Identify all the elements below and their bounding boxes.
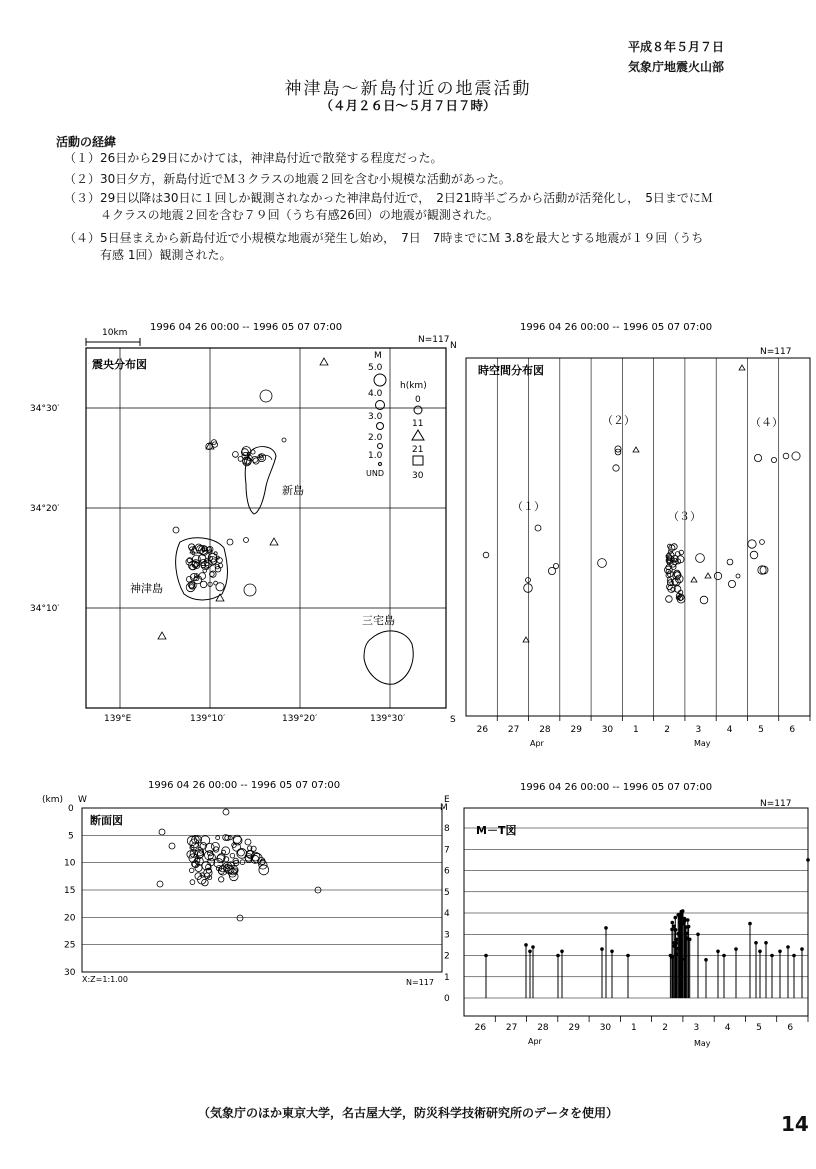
mt-event-head: [674, 928, 678, 932]
cs-event-circle: [222, 847, 230, 855]
mt-day-label: 6: [787, 1023, 794, 1033]
summary-item: [64, 230, 794, 264]
mt-event-head: [758, 950, 762, 954]
st-event-circle: [613, 465, 619, 471]
spacetime-plot: [444, 318, 816, 758]
cs-count: N=117: [406, 978, 434, 987]
mt-magnitude-grid: [444, 824, 808, 1004]
mt-magnitude-label: 8: [444, 824, 450, 834]
st-day-label: 4: [726, 725, 733, 735]
st-event-circle: [526, 578, 531, 583]
cs-event-circle: [189, 868, 194, 873]
mt-event-head: [670, 928, 674, 932]
legend-m-symbol: [379, 463, 382, 466]
map-epicenter-circle: [282, 438, 286, 442]
mt-time-axis: [475, 1016, 808, 1033]
st-event-circle: [714, 572, 721, 579]
map-epicenter-triangle: [270, 538, 278, 545]
scale-label: 10km: [102, 328, 128, 338]
cs-depth-label: 20: [64, 913, 76, 924]
mt-event-head: [674, 916, 678, 920]
mt-day-label: 5: [756, 1023, 762, 1033]
map-epicenter-circle: [173, 527, 179, 533]
map-epicenter-circle: [217, 558, 223, 564]
st-day-label: 3: [695, 725, 702, 735]
mt-event-head: [524, 943, 528, 947]
cs-event-circle: [216, 836, 220, 840]
st-event-triangle: [691, 577, 697, 582]
mt-event-head: [716, 950, 720, 954]
mt-event-head: [734, 947, 738, 951]
lat-label: 34°30′: [30, 404, 60, 414]
map-epicenter-circle: [214, 581, 218, 585]
cs-event-circle: [237, 915, 243, 921]
lon-label: 139°E: [104, 714, 132, 724]
cs-event-circle: [259, 865, 269, 875]
summary-item-number: （３）: [64, 191, 101, 205]
legend-h-value: 21: [412, 445, 424, 455]
report-organization: 気象庁地震火山部: [627, 60, 724, 74]
legend-h-circle: [414, 406, 422, 414]
mt-event-head: [748, 922, 752, 926]
st-event-circle: [553, 563, 558, 568]
mt-event-head: [671, 921, 675, 925]
mt-event-head: [484, 954, 488, 958]
st-day-label: 29: [570, 725, 582, 735]
st-north-label: N: [450, 341, 457, 351]
lat-label: 34°20′: [30, 504, 60, 514]
cs-depth-grid: [64, 804, 442, 978]
mt-event-head: [671, 955, 675, 959]
st-month-apr: Apr: [530, 739, 544, 748]
st-event-triangle: [633, 447, 639, 452]
st-event-triangle: [523, 637, 529, 642]
legend-m-value: 3.0: [368, 412, 383, 422]
legend-m-symbol: [378, 444, 383, 449]
st-event-circle: [760, 540, 765, 545]
cs-event-circle: [157, 881, 163, 887]
lat-label: 34°10′: [30, 604, 60, 614]
mt-magnitude-label: 2: [444, 951, 450, 962]
summary-heading: 活動の経緯: [56, 135, 117, 149]
mt-event-head: [786, 945, 790, 949]
cs-ratio: X:Z=1:1.00: [82, 975, 128, 984]
page-subtitle: （４月２６日～５月７日７時）: [320, 98, 496, 113]
mt-period: 1996 04 26 00:00 -- 1996 05 07 07:00: [520, 782, 713, 793]
map-epicenter-circle: [200, 581, 207, 588]
mt-day-label: 30: [599, 1023, 612, 1033]
map-epicenter-circle: [233, 452, 239, 458]
summary-item-text: ４クラスの地震２回を含む７９回（うち有感26回）の地震が観測された。: [100, 208, 499, 222]
map-period: 1996 04 26 00:00 -- 1996 05 07 07:00: [150, 322, 343, 333]
report-date: 平成８年５月７日: [627, 40, 724, 54]
st-day-label: 26: [476, 725, 489, 735]
cs-event-circle: [159, 829, 165, 835]
st-frame: [466, 358, 810, 716]
mt-event-head: [610, 950, 614, 954]
mt-event-head: [600, 947, 604, 951]
page-title: 神津島～新島付近の地震活動: [284, 79, 532, 99]
mt-magnitude-label: 1: [444, 972, 450, 983]
st-event-circle: [771, 457, 776, 462]
cross-section: [38, 776, 458, 986]
mt-count: N=117: [760, 799, 792, 809]
mt-event-head: [770, 954, 774, 958]
cs-depth-label: 5: [68, 831, 74, 842]
st-group-label: （３）: [668, 510, 701, 523]
map-title: 震央分布図: [92, 358, 147, 371]
legend-h-square: [413, 456, 423, 465]
st-day-label: 2: [664, 725, 671, 735]
island-label-kozushima: 神津島: [130, 582, 163, 595]
st-group-label: （２）: [602, 414, 635, 427]
summary-item-text: 26日から29日にかけては，神津島付近で散発する程度だった。: [100, 151, 443, 165]
cs-event-circle: [211, 842, 219, 850]
st-event-circle: [535, 525, 541, 531]
legend-h-value: 0: [415, 395, 421, 405]
miyakejima-coastline: [364, 631, 413, 684]
legend-m-symbol: [374, 374, 386, 386]
st-day-lines: [497, 358, 778, 716]
mt-day-label: 26: [474, 1023, 487, 1033]
summary-item-text: 有感 1回）観測された。: [100, 248, 232, 262]
st-month-may: May: [694, 739, 711, 748]
mt-event-head: [806, 858, 810, 862]
cs-event-circle: [169, 843, 175, 849]
st-event-circle: [700, 596, 708, 604]
st-event-circle: [727, 559, 733, 565]
island-label-niijima: 新島: [282, 484, 304, 497]
mt-event-head: [680, 958, 684, 962]
st-period: 1996 04 26 00:00 -- 1996 05 07 07:00: [520, 322, 713, 333]
map-epicenter-circle: [244, 538, 249, 543]
summary-item-text: 5日昼まえから新島付近で小規模な地震が発生し始め， 7日 7時までにＭ 3.8を最大とする地震が１９回（うち: [100, 231, 704, 245]
mt-event-head: [778, 950, 782, 954]
mt-magnitude-label: 3: [444, 930, 450, 941]
legend-m-symbol: [377, 423, 384, 430]
map-epicenter-circle: [200, 560, 206, 566]
mt-event-head: [704, 958, 708, 962]
cs-event-circle: [201, 836, 210, 845]
mt-day-label: 4: [724, 1023, 731, 1033]
page-number: 14: [781, 1112, 809, 1136]
cs-depth-label: 10: [64, 858, 76, 869]
map-epicenter-circle: [227, 539, 233, 545]
st-event-circle: [754, 454, 761, 461]
data-source-note: （気象庁のほか東京大学，名古屋大学，防災科学技術研究所のデータを使用）: [197, 1106, 618, 1120]
mt-event-head: [560, 950, 564, 954]
cs-depth-label: 15: [64, 886, 76, 896]
summary-item: [64, 190, 794, 224]
mt-magnitude-label: 6: [444, 866, 450, 877]
lon-label: 139°30′: [370, 714, 406, 724]
st-event-circle: [483, 552, 489, 558]
st-event-circle: [792, 452, 800, 460]
st-time-axis: [477, 716, 810, 735]
summary-item-text: 29日以降は30日に１回しか観測されなかった神津島付近で， 2日21時半ごろから活動が活発化し， 5日までにＭ: [100, 191, 713, 205]
st-title: 時空間分布図: [478, 364, 544, 377]
mt-magnitude-label: 5: [444, 887, 450, 898]
mt-chart: [436, 776, 816, 1056]
summary-item: [64, 171, 794, 188]
cs-unit: (km): [42, 795, 64, 805]
st-event-circle: [736, 574, 740, 578]
mt-event-head: [722, 954, 726, 958]
mt-event-head: [675, 941, 679, 945]
map-epicenter-circle: [251, 450, 255, 454]
niijima-coastline: [245, 447, 276, 514]
cs-depth-label: 30: [64, 968, 76, 978]
summary-item-number: （４）: [64, 231, 101, 245]
map-epicenter-circle: [244, 584, 256, 596]
cs-west: W: [78, 795, 87, 805]
legend-m-value: 1.0: [368, 451, 383, 461]
summary-item-text: 30日夕方，新島付近でＭ３クラスの地震２回を含む小規模な活動があった。: [100, 172, 511, 186]
map-epicenter-circle: [238, 457, 243, 462]
st-day-label: 6: [789, 725, 796, 735]
st-event-circle: [760, 566, 768, 574]
cs-event-circle: [219, 877, 224, 882]
map-epicenter-triangle: [158, 632, 166, 639]
mt-day-label: 27: [505, 1023, 518, 1033]
map-count: N=117: [418, 335, 450, 345]
mt-event-head: [531, 945, 535, 949]
st-event-circle: [758, 566, 766, 574]
cs-depth-label: 25: [64, 940, 76, 951]
mt-event-head: [792, 954, 796, 958]
st-day-label: 27: [507, 725, 520, 735]
legend-h-triangle: [412, 430, 424, 440]
st-event-circle: [696, 554, 705, 563]
st-event-circle: [524, 584, 533, 593]
st-group-label: （４）: [750, 416, 783, 429]
mt-month-may: May: [694, 1039, 711, 1048]
cs-event-circle: [230, 853, 235, 858]
st-event-circle: [728, 580, 735, 587]
mt-day-label: 1: [631, 1023, 637, 1033]
mt-event-head: [683, 918, 687, 922]
cs-event-circle: [190, 880, 195, 885]
mt-event-head: [626, 954, 630, 958]
st-day-label: 30: [601, 725, 614, 735]
st-day-label: 5: [758, 725, 764, 735]
lon-label: 139°10′: [190, 714, 226, 724]
mt-event-head: [676, 932, 680, 936]
mt-month-apr: Apr: [528, 1037, 542, 1046]
st-event-circle: [750, 551, 758, 559]
mt-event-head: [764, 941, 768, 945]
mt-day-label: 2: [662, 1023, 669, 1033]
cs-event-circle: [240, 860, 245, 865]
legend-m-value: 5.0: [368, 363, 383, 373]
st-event-triangle: [705, 573, 711, 578]
mt-event-head: [528, 950, 532, 954]
mt-event-head: [696, 933, 700, 937]
cs-events: [157, 809, 321, 921]
mt-magnitude-label: 7: [444, 845, 450, 856]
st-event-circle: [748, 540, 756, 548]
cs-event-circle: [223, 809, 229, 815]
map-epicenter-triangle: [320, 358, 328, 365]
st-day-label: 1: [633, 725, 639, 735]
cs-event-circle: [238, 849, 245, 856]
map-epicenter-circle: [260, 390, 272, 402]
mt-event-head: [556, 954, 560, 958]
st-event-circle: [666, 596, 673, 603]
st-event-circle: [598, 559, 607, 568]
legend-h-title: h(km): [400, 381, 427, 391]
mt-day-label: 29: [568, 1023, 580, 1033]
st-south-label: S: [450, 715, 456, 725]
cs-period: 1996 04 26 00:00 -- 1996 05 07 07:00: [148, 780, 341, 791]
st-event-triangle: [739, 365, 745, 370]
legend-m-value: 4.0: [368, 389, 383, 399]
mt-magnitude-label: 0: [444, 994, 450, 1004]
mt-event-head: [604, 926, 608, 930]
cs-east: E: [444, 795, 450, 805]
mt-title: M－T図: [476, 824, 517, 837]
mt-day-label: 28: [537, 1023, 549, 1033]
mt-event-head: [678, 921, 682, 925]
mt-event-head: [800, 947, 804, 951]
cs-title: 断面図: [90, 814, 123, 827]
st-count: N=117: [760, 347, 792, 357]
mt-event-head: [754, 941, 758, 945]
st-group-label: （１）: [512, 500, 545, 513]
summary-item: [64, 150, 794, 167]
mt-day-label: 3: [693, 1023, 700, 1033]
map-epicenters: [158, 358, 328, 639]
summary-item-number: （１）: [64, 151, 101, 165]
st-event-circle: [671, 544, 677, 550]
cs-depth-label: 0: [68, 804, 74, 814]
legend-h-value: 11: [412, 419, 424, 429]
summary-item-number: （２）: [64, 172, 101, 186]
lon-label: 139°20′: [282, 714, 318, 724]
st-event-circle: [783, 453, 789, 459]
legend-h-value: 30: [412, 471, 424, 481]
legend-m-value: UND: [366, 469, 384, 478]
epicenter-map: [30, 318, 460, 758]
legend-m-title: M: [374, 351, 382, 361]
map-epicenter-circle: [242, 447, 251, 456]
mt-event-head: [680, 910, 684, 914]
legend-m-value: 2.0: [368, 433, 383, 443]
mt-magnitude-label: 4: [444, 909, 450, 919]
cs-event-circle: [245, 839, 251, 845]
island-label-miyakejima: 三宅島: [362, 614, 395, 627]
st-day-label: 28: [539, 725, 551, 735]
mt-m-label: M: [440, 803, 448, 813]
